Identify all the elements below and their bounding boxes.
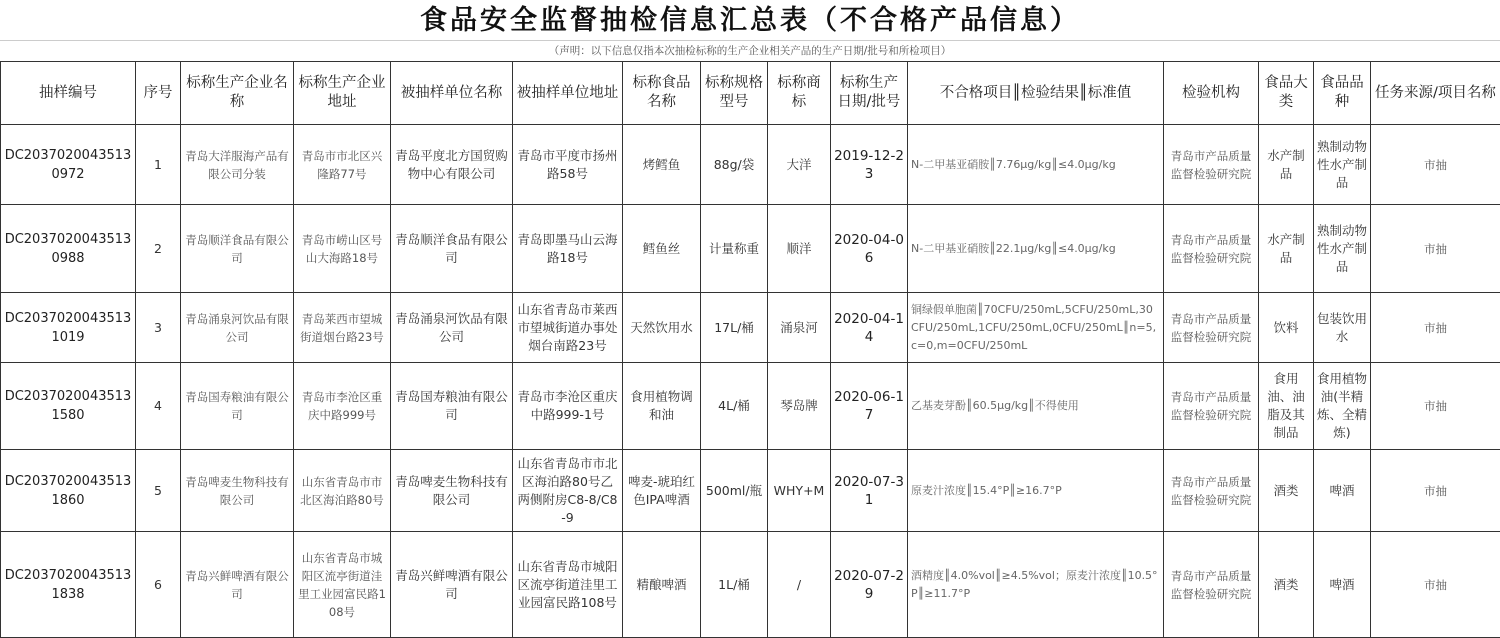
cell-manufacturer-name: 青岛兴鲜啤酒有限公司 <box>181 532 294 638</box>
cell-trademark: / <box>768 532 831 638</box>
cell-food-variety: 食用植物油(半精炼、全精炼) <box>1314 363 1371 450</box>
cell-failed-item: 乙基麦芽酚║60.5μg/kg║不得使用 <box>908 363 1164 450</box>
cell-task-source: 市抽 <box>1371 293 1500 363</box>
cell-failed-item: N-二甲基亚硝胺║7.76μg/kg║≤4.0μg/kg <box>908 125 1164 205</box>
column-header-manufacturer-address: 标称生产企业地址 <box>294 62 391 125</box>
cell-task-source: 市抽 <box>1371 125 1500 205</box>
cell-manufacturer-address: 青岛莱西市望城街道烟台路23号 <box>294 293 391 363</box>
cell-food-variety: 熟制动物性水产制品 <box>1314 205 1371 293</box>
cell-food-variety: 啤酒 <box>1314 532 1371 638</box>
cell-food-category: 水产制品 <box>1259 125 1314 205</box>
cell-trademark: WHY+M <box>768 450 831 532</box>
cell-testing-agency: 青岛市产品质量监督检验研究院 <box>1164 125 1259 205</box>
cell-manufacturer-name: 青岛顺洋食品有限公司 <box>181 205 294 293</box>
cell-food-name: 精酿啤酒 <box>623 532 701 638</box>
cell-manufacturer-address: 青岛市李沧区重庆中路999号 <box>294 363 391 450</box>
cell-sampled-unit-address: 山东省青岛市莱西市望城街道办事处烟台南路23号 <box>513 293 623 363</box>
cell-food-category: 水产制品 <box>1259 205 1314 293</box>
cell-food-variety: 包装饮用水 <box>1314 293 1371 363</box>
cell-seq: 2 <box>136 205 181 293</box>
column-header-task-source: 任务来源/项目名称 <box>1371 62 1500 125</box>
column-header-food-name: 标称食品名称 <box>623 62 701 125</box>
page-title: 食品安全监督抽检信息汇总表（不合格产品信息） <box>420 5 1080 36</box>
table-row <box>1 450 1500 532</box>
column-header-failed-item: 不合格项目║检验结果║标准值 <box>908 62 1164 125</box>
cell-food-variety: 啤酒 <box>1314 450 1371 532</box>
cell-sampled-unit-name: 青岛兴鲜啤酒有限公司 <box>391 532 513 638</box>
cell-sample-id: DC20370200435130988 <box>1 205 136 293</box>
table-row <box>1 125 1500 205</box>
cell-manufacturer-address: 青岛市市北区兴隆路77号 <box>294 125 391 205</box>
header-row <box>1 62 1500 125</box>
table-row <box>1 532 1500 638</box>
table-row <box>1 293 1500 363</box>
cell-sampled-unit-address: 山东省青岛市市北区海泊路80号乙两侧附房C8-8/C8-9 <box>513 450 623 532</box>
cell-manufacturer-name: 青岛啤麦生物科技有限公司 <box>181 450 294 532</box>
cell-spec: 1L/桶 <box>701 532 768 638</box>
cell-sampled-unit-name: 青岛啤麦生物科技有限公司 <box>391 450 513 532</box>
cell-sample-id: DC20370200435130972 <box>1 125 136 205</box>
column-header-food-category: 食品大类 <box>1259 62 1314 125</box>
cell-spec: 17L/桶 <box>701 293 768 363</box>
cell-sampled-unit-address: 青岛市平度市扬州路58号 <box>513 125 623 205</box>
cell-failed-item: 原麦汁浓度║15.4°P║≥16.7°P <box>908 450 1164 532</box>
cell-seq: 3 <box>136 293 181 363</box>
cell-spec: 500ml/瓶 <box>701 450 768 532</box>
cell-production-date: 2020-04-14 <box>831 293 908 363</box>
cell-sampled-unit-address: 山东省青岛市城阳区流亭街道洼里工业园富民路108号 <box>513 532 623 638</box>
cell-food-category: 酒类 <box>1259 532 1314 638</box>
cell-spec: 4L/桶 <box>701 363 768 450</box>
cell-seq: 1 <box>136 125 181 205</box>
column-header-seq: 序号 <box>136 62 181 125</box>
cell-trademark: 大洋 <box>768 125 831 205</box>
column-header-sampled-unit-name: 被抽样单位名称 <box>391 62 513 125</box>
cell-food-variety: 熟制动物性水产制品 <box>1314 125 1371 205</box>
cell-manufacturer-address: 山东省青岛市城阳区流亭街道洼里工业园富民路108号 <box>294 532 391 638</box>
cell-production-date: 2019-12-23 <box>831 125 908 205</box>
cell-food-name: 啤麦-琥珀红色IPA啤酒 <box>623 450 701 532</box>
column-header-food-variety: 食品品种 <box>1314 62 1371 125</box>
unqualified-products-table <box>0 61 1500 638</box>
cell-food-name: 天然饮用水 <box>623 293 701 363</box>
cell-manufacturer-name: 青岛大洋服海产品有限公司分装 <box>181 125 294 205</box>
cell-failed-item: 酒精度║4.0%vol║≥4.5%vol；原麦汁浓度║10.5°P║≥11.7°P <box>908 532 1164 638</box>
cell-spec: 88g/袋 <box>701 125 768 205</box>
cell-food-name: 鳕鱼丝 <box>623 205 701 293</box>
cell-production-date: 2020-04-06 <box>831 205 908 293</box>
cell-food-category: 饮料 <box>1259 293 1314 363</box>
cell-seq: 5 <box>136 450 181 532</box>
column-header-manufacturer-name: 标称生产企业名称 <box>181 62 294 125</box>
cell-sampled-unit-name: 青岛顺洋食品有限公司 <box>391 205 513 293</box>
column-header-spec: 标称规格型号 <box>701 62 768 125</box>
column-header-testing-agency: 检验机构 <box>1164 62 1259 125</box>
cell-failed-item: 铜绿假单胞菌║70CFU/250mL,5CFU/250mL,30CFU/250mL,1CFU/250mL,0CFU/250mL║n=5,c=0,m=0CFU/250mL <box>908 293 1164 363</box>
cell-spec: 计量称重 <box>701 205 768 293</box>
cell-food-category: 食用油、油脂及其制品 <box>1259 363 1314 450</box>
table-row <box>1 205 1500 293</box>
cell-task-source: 市抽 <box>1371 450 1500 532</box>
disclaimer: （声明：以下信息仅指本次抽检标称的生产企业相关产品的生产日期/批号和所检项目） <box>0 40 1500 61</box>
cell-production-date: 2020-07-29 <box>831 532 908 638</box>
cell-production-date: 2020-07-31 <box>831 450 908 532</box>
table-row <box>1 363 1500 450</box>
cell-sample-id: DC20370200435131860 <box>1 450 136 532</box>
cell-food-category: 酒类 <box>1259 450 1314 532</box>
cell-manufacturer-address: 青岛市崂山区号山大海路18号 <box>294 205 391 293</box>
cell-sampled-unit-name: 青岛平度北方国贸购物中心有限公司 <box>391 125 513 205</box>
cell-sample-id: DC20370200435131580 <box>1 363 136 450</box>
column-header-production-date: 标称生产日期/批号 <box>831 62 908 125</box>
cell-task-source: 市抽 <box>1371 205 1500 293</box>
cell-sampled-unit-address: 青岛即墨马山云海路18号 <box>513 205 623 293</box>
cell-sampled-unit-name: 青岛国寿粮油有限公司 <box>391 363 513 450</box>
cell-trademark: 涌泉河 <box>768 293 831 363</box>
cell-sampled-unit-name: 青岛涌泉河饮品有限公司 <box>391 293 513 363</box>
cell-failed-item: N-二甲基亚硝胺║22.1μg/kg║≤4.0μg/kg <box>908 205 1164 293</box>
cell-testing-agency: 青岛市产品质量监督检验研究院 <box>1164 205 1259 293</box>
cell-sample-id: DC20370200435131019 <box>1 293 136 363</box>
cell-testing-agency: 青岛市产品质量监督检验研究院 <box>1164 450 1259 532</box>
column-header-trademark: 标称商标 <box>768 62 831 125</box>
column-header-sample-id: 抽样编号 <box>1 62 136 125</box>
cell-seq: 6 <box>136 532 181 638</box>
cell-sample-id: DC20370200435131838 <box>1 532 136 638</box>
cell-testing-agency: 青岛市产品质量监督检验研究院 <box>1164 293 1259 363</box>
cell-food-name: 烤鳕鱼 <box>623 125 701 205</box>
column-header-sampled-unit-address: 被抽样单位地址 <box>513 62 623 125</box>
cell-trademark: 琴岛牌 <box>768 363 831 450</box>
cell-testing-agency: 青岛市产品质量监督检验研究院 <box>1164 363 1259 450</box>
cell-seq: 4 <box>136 363 181 450</box>
cell-testing-agency: 青岛市产品质量监督检验研究院 <box>1164 532 1259 638</box>
cell-production-date: 2020-06-17 <box>831 363 908 450</box>
cell-manufacturer-name: 青岛涌泉河饮品有限公司 <box>181 293 294 363</box>
cell-manufacturer-name: 青岛国寿粮油有限公司 <box>181 363 294 450</box>
cell-task-source: 市抽 <box>1371 532 1500 638</box>
cell-manufacturer-address: 山东省青岛市市北区海泊路80号 <box>294 450 391 532</box>
cell-sampled-unit-address: 青岛市李沧区重庆中路999-1号 <box>513 363 623 450</box>
cell-food-name: 食用植物调和油 <box>623 363 701 450</box>
cell-trademark: 顺洋 <box>768 205 831 293</box>
cell-task-source: 市抽 <box>1371 363 1500 450</box>
